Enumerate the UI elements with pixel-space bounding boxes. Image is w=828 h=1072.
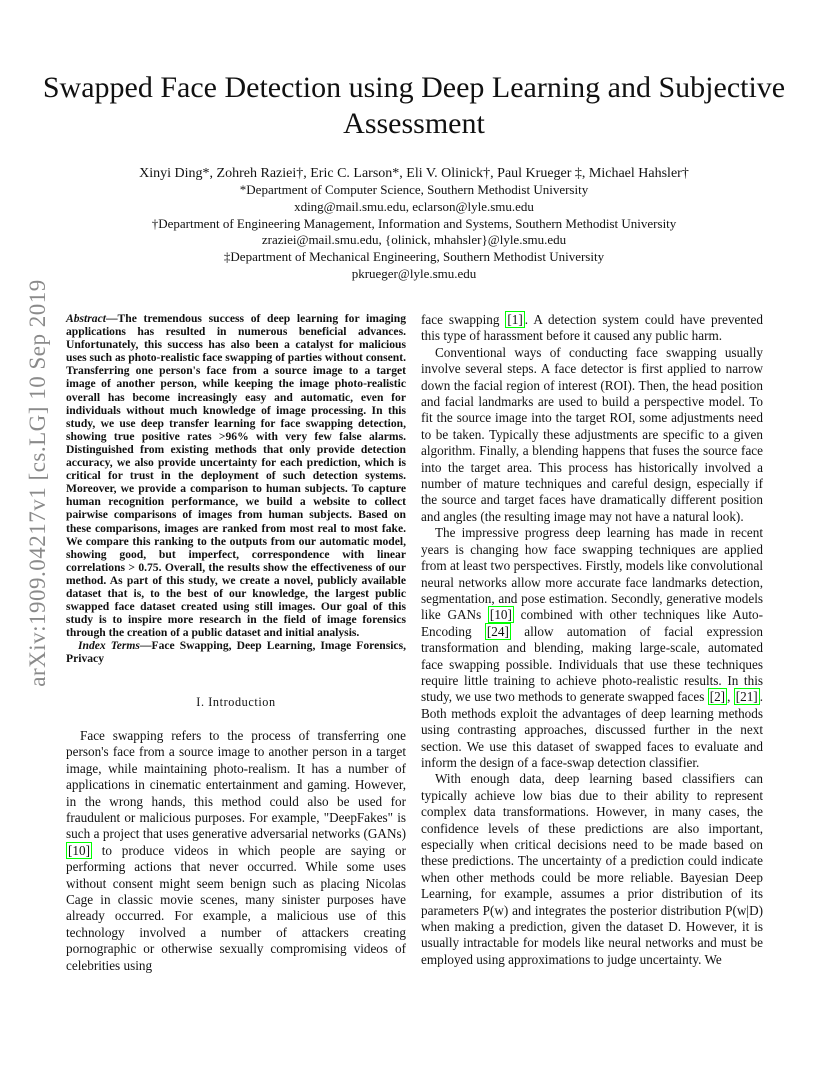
section-heading-introduction: I. Introduction: [196, 694, 276, 709]
right-paragraph-3: [421, 525, 763, 771]
right-paragraph-4: With enough data, deep learning based classifiers can typically achieve low bias due to their ability to represent complex data transformations. However, in many cases, the confidence levels of these predictions are also important, especially when critical decisions need to be made based on these predictions. The uncertainty of a prediction could indicate when other methods could be more reliable. Bayesian Deep Learning, for example, assumes a prior distribution of its parameters P(w) and integrates the posterior distribution P(w|D) when making a prediction, given the dataset D. However, it is usually intractable for models like neural networks and must be employed using approximations to judge uncertainty. We: [421, 771, 763, 967]
left-column: [66, 312, 406, 974]
affiliation-me-email: pkrueger@lyle.smu.edu: [351, 265, 477, 281]
affiliation-emis-emails: zraziei@mail.smu.edu, {olinick, mhahsler}@lyle.smu.edu: [261, 232, 567, 248]
paragraph-text: ,: [727, 689, 734, 705]
intro-text-cont: to produce videos in which people are saying or performing actions that never occurred. While some uses without consent might seem benign such as placing Nicolas Cage in classic movie scenes, many sinister purposes have already occurred. For example, a malicious use of this technology involved a number of attackers creating pornographic or otherwise sexually compromising videos of celebrities using: [66, 842, 406, 973]
author-list: Xinyi Ding*, Zohreh Raziei†, Eric C. Larson*, Eli V. Olinick†, Paul Krueger ‡, Michael Hahsler†: [139, 166, 689, 181]
right-paragraph-1: [421, 312, 763, 345]
paragraph-text: The impressive progress deep learning has made in recent years is changing how face swapping techniques are applied from at least two perspectives. Firstly, models like convolutional neural networks allow more accurate face landmarks detection, segmentation, and pose estimation. Secondly, generative models like GANs: [421, 525, 763, 623]
citation-link[interactable]: [2]: [709, 689, 726, 705]
right-paragraph-2: Conventional ways of conducting face swapping usually involve several steps. A face detector is first applied to narrow down the facial region of interest (ROI). Then, the head position and facial landmarks are used to build a perspective model. To fit the source image into the target ROI, some adjustments need to be taken. Typically these adjustments are specific to a given algorithm. Finally, a blending happens that fuses the source face into the target area. This process has historically involved a number of mature techniques and careful design, especially if the source and target faces have dramatically different position and angles (the resulting image may not have a natural look).: [421, 344, 763, 524]
paragraph-text: combined with other techniques like Auto-Encoding: [421, 607, 763, 639]
paragraph-text-cont: . A detection system could have prevented this type of harassment before it caused any public harm.: [421, 312, 764, 344]
abstract-label: Abstract: [66, 312, 106, 325]
paragraph-text: face swapping: [421, 312, 506, 327]
affiliation-me: ‡Department of Mechanical Engineering, Southern Methodist University: [223, 249, 605, 265]
affiliation-emis: †Department of Engineering Management, Information and Systems, Southern Methodist University: [151, 215, 677, 231]
citation-link[interactable]: [1]: [507, 312, 523, 327]
arxiv-identifier-stamp: [18, 279, 58, 687]
citation-link[interactable]: [10]: [489, 607, 512, 623]
index-terms-text: —Face Swapping, Deep Learning, Image Forensics, Privacy: [66, 639, 406, 666]
citation-link[interactable]: [24]: [486, 623, 509, 639]
arxiv-id-text: arXiv:1909.04217v1 [cs.LG] 10 Sep 2019: [25, 279, 50, 687]
paragraph-text: . Both methods exploit the advantages of deep learning methods using contrasting approaches, discussed further in the next section. We use this dataset of swapped faces to evaluate and inform the design of a face-swap detection classifier.: [421, 689, 763, 770]
intro-text: Face swapping refers to the process of transferring one person's face from a source image to another person in a target image, while maintaining photo-realism. It has a number of applications in cinematic entertainment and gaming. However, in the wrong hands, this method could also be used for fraudulent or malicious purposes. For example, "DeepFakes" is such a project that uses generative adversarial networks (GANs): [66, 727, 406, 842]
paper-header: [0, 70, 828, 283]
index-terms-label: Index Terms: [78, 639, 140, 653]
paper-title: Swapped Face Detection using Deep Learning and Subjective Assessment: [42, 71, 786, 140]
citation-link[interactable]: [10]: [68, 842, 90, 858]
intro-paragraph-1: [66, 728, 406, 974]
affiliation-cs: *Department of Computer Science, Southern Methodist University: [239, 182, 589, 197]
citation-link[interactable]: [21]: [735, 689, 758, 705]
right-column: [421, 312, 763, 968]
paragraph-text: allow automation of facial expression transformation and blending, making large-scale, automated face swapping possible. Individuals that use these techniques require little training to achieve photo-realistic results. In this study, we use two methods to generate swapped faces: [421, 623, 763, 705]
affiliation-cs-emails: xding@mail.smu.edu, eclarson@lyle.smu.edu: [294, 198, 534, 214]
abstract: [66, 312, 406, 639]
abstract-text: —The tremendous success of deep learning for imaging applications has resulted in numerous beneficial advances. Unfortunately, this success has also been a catalyst for malicious uses such as photo-realistic face swapping of parties without consent. Transferring one person's face from a source image to a target image of another person, while keeping the image photo-realistic overall has become increasingly easy and automatic, even for individuals without much knowledge of image processing. In this study, we use deep transfer learning for face swapping detection, showing true positive rates >96% with very few false alarms. Distinguished from existing methods that only provide detection accuracy, we also provide uncertainty for each prediction, which is critical for trust in the deployment of such detection systems. Moreover, we provide a comparison to human subjects. To capture human recognition performance, we build a website to collect pairwise comparisons of images from human subjects. Based on these comparisons, images are ranked from most real to most fake. We compare this ranking to the outputs from our automatic model, showing good, but imperfect, correspondence with linear correlations > 0.75. Overall, the results show the effectiveness of our method. As part of this study, we create a novel, publicly available dataset that is, to the best of our knowledge, the largest public swapped face dataset created using still images. Our goal of this study is to inspire more research in the field of image forensics through the creation of a public dataset and initial analysis.: [66, 312, 406, 640]
index-terms: [66, 639, 406, 665]
